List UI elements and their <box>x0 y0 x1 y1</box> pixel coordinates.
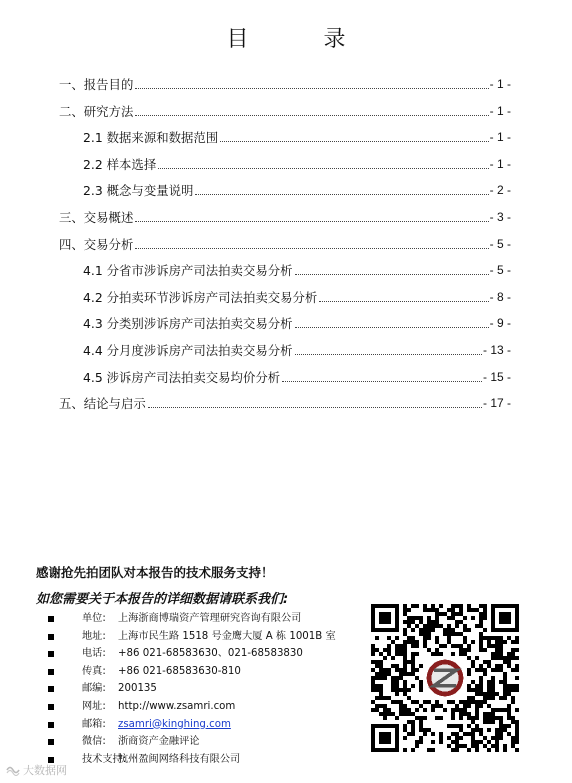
bullet-square-icon <box>48 651 54 657</box>
contact-label: 微信: <box>82 736 106 748</box>
contact-value: +86 021-68583630、021-68583830 <box>118 648 303 660</box>
toc-entry-label: 二、研究方法 <box>59 103 134 119</box>
watermark <box>6 762 67 778</box>
contact-row <box>48 646 368 662</box>
toc-entry-label: 三、交易概述 <box>59 210 134 225</box>
toc-entry-page: - 1 - <box>489 77 511 91</box>
toc-entry[interactable] <box>59 77 511 92</box>
toc-leader-dots <box>319 299 488 302</box>
toc-entry[interactable] <box>59 396 511 411</box>
toc-entry[interactable] <box>83 343 511 358</box>
toc-entry-label: 五、结论与启示 <box>59 396 146 412</box>
toc-leader-dots <box>195 192 488 195</box>
toc-entry-page: - 8 - <box>489 289 511 304</box>
toc-entry-page: - 15 - <box>482 369 511 384</box>
contact-label: 邮箱: <box>82 718 106 730</box>
contact-row <box>48 734 368 750</box>
toc-leader-dots <box>220 139 488 142</box>
watermark-logo-icon <box>6 764 20 776</box>
toc-entry-label: 一、报告目的 <box>59 77 134 92</box>
contact-value: 上海浙商博瑞资产管理研究咨询有限公司 <box>118 613 302 624</box>
contact-row <box>48 611 368 627</box>
bullet-square-icon <box>48 616 54 622</box>
bullet-square-icon <box>48 634 54 640</box>
bullet-square-icon <box>48 686 54 692</box>
contact-value: 上海市民生路 1518 号金鹰大厦 A 栋 1001B 室 <box>118 630 336 642</box>
contact-label: 地址: <box>82 630 106 642</box>
toc-entry[interactable] <box>83 183 511 198</box>
toc-leader-dots <box>148 405 482 408</box>
toc-entry-label: 4.4 分月度涉诉房产司法拍卖交易分析 <box>83 343 293 358</box>
contact-value: 200135 <box>118 683 157 695</box>
toc-entry[interactable] <box>83 130 511 145</box>
toc-entry-label: 4.5 涉诉房产司法拍卖交易均价分析 <box>83 369 281 385</box>
contact-label: 单位: <box>82 613 106 624</box>
toc-entry-label: 4.2 分拍卖环节涉诉房产司法拍卖交易分析 <box>83 289 318 305</box>
toc-entry-page: - 1 - <box>489 103 511 118</box>
contact-value: +86 021-68583630-810 <box>118 665 241 677</box>
contact-value: 浙商资产金融评论 <box>118 736 200 748</box>
contact-label: 传真: <box>82 665 106 677</box>
toc-entry-page: - 1 - <box>489 130 511 145</box>
qr-code-icon <box>371 604 519 752</box>
toc-entry[interactable] <box>59 104 511 119</box>
toc-entry-page: - 2 - <box>489 183 511 198</box>
toc-leader-dots <box>135 219 488 222</box>
toc-entry[interactable] <box>59 210 511 225</box>
toc-entry[interactable] <box>83 316 511 331</box>
toc-entry-page: - 3 - <box>489 210 511 224</box>
toc-entry-label: 2.2 样本选择 <box>83 156 157 172</box>
toc-entry[interactable] <box>83 290 511 305</box>
contact-value: http://www.zsamri.com <box>118 701 236 712</box>
toc-entry-label: 四、交易分析 <box>59 236 134 252</box>
toc-leader-dots <box>282 379 482 382</box>
contact-row <box>48 752 368 768</box>
bullet-square-icon <box>48 704 54 710</box>
contact-row <box>48 699 368 715</box>
contact-label: 电话: <box>82 648 106 660</box>
toc-leader-dots <box>135 246 488 249</box>
contact-label: 网址: <box>82 701 106 712</box>
email-link[interactable]: zsamri@kinghing.com <box>118 718 231 730</box>
toc-leader-dots <box>158 166 488 169</box>
page-title: 目 录 <box>226 27 380 52</box>
contact-row <box>48 681 368 697</box>
contact-heading: 如您需要关于本报告的详细数据请联系我们: <box>36 592 289 607</box>
toc-leader-dots <box>135 86 488 89</box>
contact-row <box>48 629 368 645</box>
toc-entry-label: 4.1 分省市涉诉房产司法拍卖交易分析 <box>83 263 293 279</box>
toc-entry[interactable] <box>83 157 511 172</box>
toc-entry[interactable] <box>83 263 511 278</box>
contact-row <box>48 664 368 680</box>
contact-row <box>48 717 368 733</box>
toc-entry-label: 2.1 数据来源和数据范围 <box>83 130 219 146</box>
thanks-note: 感谢抢先拍团队对本报告的技术服务支持！ <box>36 565 274 580</box>
bullet-square-icon <box>48 722 54 728</box>
toc-entry-page: - 9 - <box>489 316 511 331</box>
toc-leader-dots <box>295 352 482 355</box>
contact-value: 杭州盈闽网络科技有限公司 <box>118 753 241 765</box>
bullet-square-icon <box>48 739 54 745</box>
toc-entry[interactable] <box>83 370 511 385</box>
toc-entry-label: 2.3 概念与变量说明 <box>83 183 194 199</box>
toc-leader-dots <box>295 272 489 275</box>
toc-entry-page: - 13 - <box>482 343 511 357</box>
toc-entry-page: - 5 - <box>489 236 511 251</box>
contact-label: 技术支持: <box>82 753 127 765</box>
toc-leader-dots <box>295 325 489 328</box>
contact-label: 邮编: <box>82 683 106 695</box>
toc-entry-page: - 5 - <box>489 263 511 278</box>
toc-entry-label: 4.3 分类别涉诉房产司法拍卖交易分析 <box>83 316 293 332</box>
toc-leader-dots <box>135 113 488 116</box>
toc-entry-page: - 17 - <box>482 396 511 411</box>
watermark-text: 大数据网 <box>23 764 67 777</box>
toc-entry-page: - 1 - <box>489 156 511 171</box>
bullet-square-icon <box>48 669 54 675</box>
toc-entry[interactable] <box>59 237 511 252</box>
